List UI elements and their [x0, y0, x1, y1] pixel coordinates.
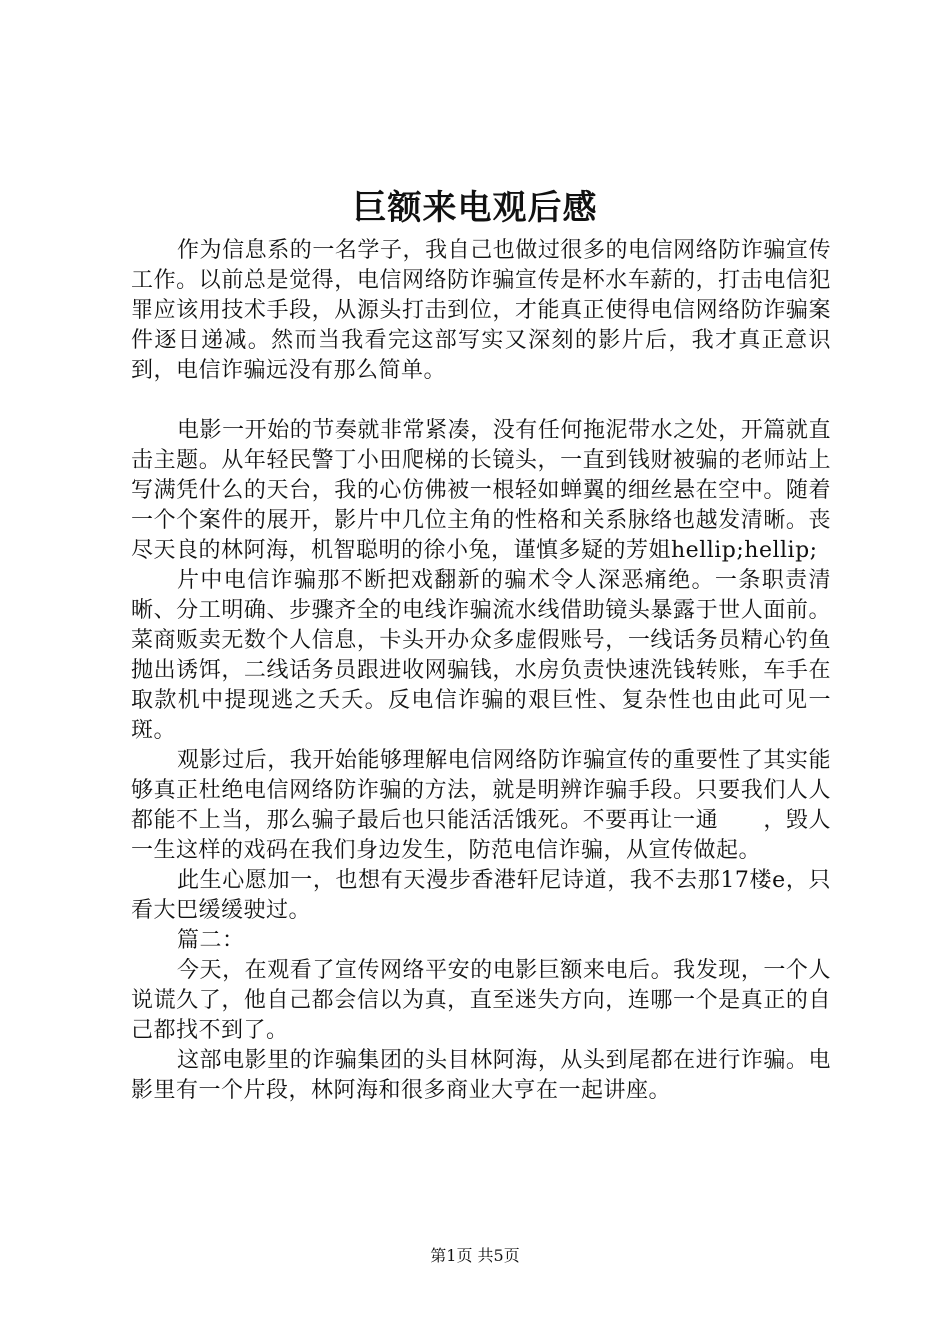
document-body [131, 236, 831, 1106]
section-heading: 篇二： [177, 928, 245, 953]
paragraph: 电影一开始的节奏就非常紧凑，没有任何拖泥带水之处，开篇就直击主题。从年轻民警丁小田爬梯的长镜头，一直到钱财被骗的老师站上写满凭什么的天台，我的心仿佛被一根轻如蝉翼的细丝悬在空中。随着一个个案件的展开，影片中几位主角的性格和关系脉络也越发清晰。丧尽天良的林阿海，机智聪明的徐小兔，谨慎多疑的芳姐hellip;hellip; [131, 418, 831, 563]
paragraph: 片中电信诈骗那不断把戏翻新的骗术令人深恶痛绝。一条职责清晰、分工明确、步骤齐全的电线诈骗流水线借助镜头暴露于世人面前。菜商贩卖无数个人信息，卡头开办众多虚假账号，一线话务员精心钓鱼抛出诱饵，二线话务员跟进收网骗钱，水房负责快速洗钱转账，车手在取款机中提现逃之夭夭。反电信诈骗的艰巨性、复杂性也由此可见一斑。 [131, 568, 831, 743]
paragraph: 此生心愿加一，也想有天漫步香港轩尼诗道，我不去那17楼e，只看大巴缓缓驶过。 [131, 868, 831, 923]
page-footer: 第1页 共5页 [430, 1246, 520, 1265]
paragraph: 这部电影里的诈骗集团的头目林阿海，从头到尾都在进行诈骗。电影里有一个片段，林阿海和很多商业大亨在一起讲座。 [131, 1048, 831, 1103]
paragraph-intro: 作为信息系的一名学子，我自己也做过很多的电信网络防诈骗宣传工作。以前总是觉得，电信网络防诈骗宣传是杯水车薪的，打击电信犯罪应该用技术手段，从源头打击到位，才能真正使得电信网络防诈骗案件逐日递减。然而当我看完这部写实又深刻的影片后，我才真正意识到，电信诈骗远没有那么简单。 [131, 238, 831, 383]
document-title: 巨额来电观后感 [352, 188, 598, 228]
paragraph: 今天，在观看了宣传网络平安的电影巨额来电后。我发现，一个人说谎久了，他自己都会信以为真，直至迷失方向，连哪一个是真正的自己都找不到了。 [131, 958, 831, 1043]
paragraph: 观影过后，我开始能够理解电信网络防诈骗宣传的重要性了其实能够真正杜绝电信网络防诈骗的方法，就是明辨诈骗手段。只要我们人人都能不上当，那么骗子最后也只能活活饿死。不要再让一通 ，毁人一生这样的戏码在我们身边发生，防范电信诈骗，从宣传做起。 [131, 748, 831, 863]
